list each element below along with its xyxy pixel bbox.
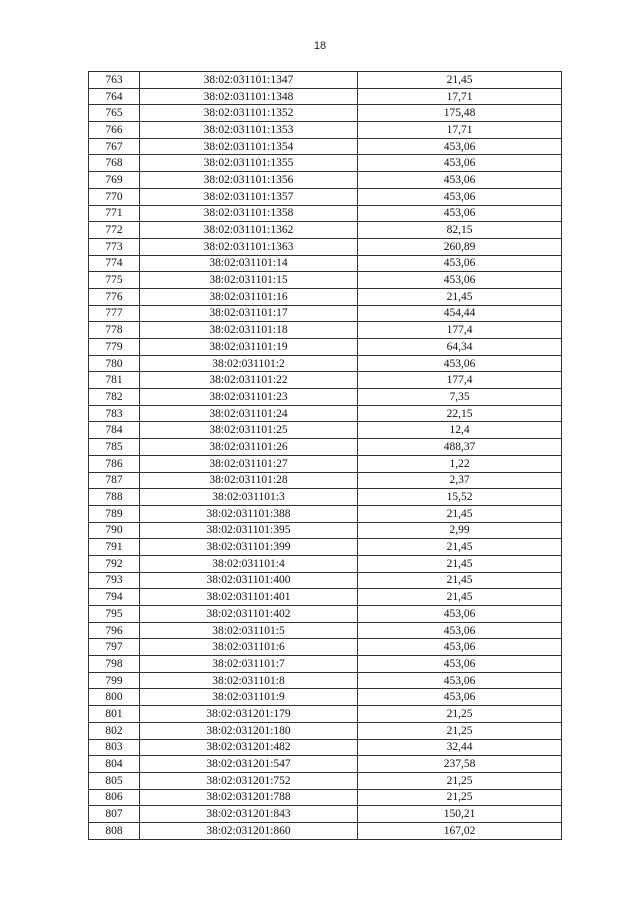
area-cell: 32,44 (358, 739, 562, 756)
row-number-cell: 767 (89, 138, 140, 155)
row-number-cell: 791 (89, 539, 140, 556)
area-cell: 237,58 (358, 756, 562, 773)
row-number-cell: 776 (89, 288, 140, 305)
area-cell: 7,35 (358, 389, 562, 406)
table-row (89, 305, 562, 322)
area-cell: 21,25 (358, 722, 562, 739)
table-row (89, 322, 562, 339)
cadastral-number-cell: 38:02:031101:395 (140, 522, 358, 539)
table-row (89, 372, 562, 389)
table-row (89, 288, 562, 305)
table-row (89, 355, 562, 372)
cadastral-number-cell: 38:02:031101:25 (140, 422, 358, 439)
cadastral-number-cell: 38:02:031101:23 (140, 389, 358, 406)
cadastral-number-cell: 38:02:031101:1357 (140, 188, 358, 205)
cadastral-number-cell: 38:02:031101:16 (140, 288, 358, 305)
area-cell: 2,99 (358, 522, 562, 539)
row-number-cell: 803 (89, 739, 140, 756)
table-row (89, 72, 562, 89)
row-number-cell: 805 (89, 772, 140, 789)
area-cell: 260,89 (358, 238, 562, 255)
area-cell: 453,06 (358, 188, 562, 205)
row-number-cell: 780 (89, 355, 140, 372)
cadastral-number-cell: 38:02:031101:5 (140, 622, 358, 639)
table-row (89, 455, 562, 472)
area-cell: 21,45 (358, 589, 562, 606)
row-number-cell: 763 (89, 72, 140, 89)
area-cell: 177,4 (358, 372, 562, 389)
area-cell: 453,06 (358, 255, 562, 272)
area-cell: 21,45 (358, 572, 562, 589)
cadastral-number-cell: 38:02:031101:15 (140, 272, 358, 289)
row-number-cell: 792 (89, 555, 140, 572)
cadastral-number-cell: 38:02:031101:1362 (140, 222, 358, 239)
cadastral-number-cell: 38:02:031201:482 (140, 739, 358, 756)
area-cell: 453,06 (358, 138, 562, 155)
area-cell: 453,06 (358, 205, 562, 222)
table-row (89, 138, 562, 155)
area-cell: 17,71 (358, 88, 562, 105)
cadastral-number-cell: 38:02:031101:27 (140, 455, 358, 472)
table-row (89, 272, 562, 289)
area-cell: 12,4 (358, 422, 562, 439)
table-row (89, 172, 562, 189)
page-number: 18 (313, 40, 327, 52)
table-row (89, 422, 562, 439)
area-cell: 453,06 (358, 606, 562, 623)
cadastral-number-cell: 38:02:031101:18 (140, 322, 358, 339)
row-number-cell: 808 (89, 822, 140, 839)
registry-table-body (89, 72, 562, 840)
cadastral-number-cell: 38:02:031101:401 (140, 589, 358, 606)
table-row (89, 706, 562, 723)
row-number-cell: 795 (89, 606, 140, 623)
table-row (89, 739, 562, 756)
cadastral-number-cell: 38:02:031101:399 (140, 539, 358, 556)
row-number-cell: 800 (89, 689, 140, 706)
cadastral-number-cell: 38:02:031101:6 (140, 639, 358, 656)
area-cell: 453,06 (358, 172, 562, 189)
row-number-cell: 790 (89, 522, 140, 539)
area-cell: 488,37 (358, 439, 562, 456)
row-number-cell: 787 (89, 472, 140, 489)
table-row (89, 88, 562, 105)
row-number-cell: 772 (89, 222, 140, 239)
table-row (89, 472, 562, 489)
cadastral-number-cell: 38:02:031101:1347 (140, 72, 358, 89)
table-row (89, 505, 562, 522)
area-cell: 1,22 (358, 455, 562, 472)
table-row (89, 622, 562, 639)
cadastral-number-cell: 38:02:031101:26 (140, 439, 358, 456)
row-number-cell: 764 (89, 88, 140, 105)
cadastral-number-cell: 38:02:031101:1358 (140, 205, 358, 222)
cadastral-number-cell: 38:02:031101:1355 (140, 155, 358, 172)
cadastral-number-cell: 38:02:031101:388 (140, 505, 358, 522)
row-number-cell: 774 (89, 255, 140, 272)
row-number-cell: 785 (89, 439, 140, 456)
row-number-cell: 784 (89, 422, 140, 439)
table-row (89, 255, 562, 272)
table-row (89, 205, 562, 222)
table-row (89, 772, 562, 789)
table-row (89, 806, 562, 823)
row-number-cell: 799 (89, 672, 140, 689)
area-cell: 167,02 (358, 822, 562, 839)
table-row (89, 539, 562, 556)
area-cell: 21,25 (358, 789, 562, 806)
area-cell: 21,25 (358, 706, 562, 723)
row-number-cell: 770 (89, 188, 140, 205)
row-number-cell: 782 (89, 389, 140, 406)
area-cell: 22,15 (358, 405, 562, 422)
cadastral-number-cell: 38:02:031201:860 (140, 822, 358, 839)
area-cell: 21,45 (358, 72, 562, 89)
row-number-cell: 793 (89, 572, 140, 589)
cadastral-number-cell: 38:02:031101:1353 (140, 122, 358, 139)
row-number-cell: 789 (89, 505, 140, 522)
table-row (89, 222, 562, 239)
cadastral-number-cell: 38:02:031201:547 (140, 756, 358, 773)
cadastral-number-cell: 38:02:031101:3 (140, 489, 358, 506)
cadastral-number-cell: 38:02:031101:22 (140, 372, 358, 389)
table-row (89, 405, 562, 422)
cadastral-number-cell: 38:02:031101:4 (140, 555, 358, 572)
table-row (89, 489, 562, 506)
row-number-cell: 798 (89, 656, 140, 673)
row-number-cell: 796 (89, 622, 140, 639)
area-cell: 150,21 (358, 806, 562, 823)
row-number-cell: 783 (89, 405, 140, 422)
row-number-cell: 779 (89, 339, 140, 356)
row-number-cell: 778 (89, 322, 140, 339)
cadastral-number-cell: 38:02:031201:843 (140, 806, 358, 823)
row-number-cell: 802 (89, 722, 140, 739)
cadastral-number-cell: 38:02:031101:1356 (140, 172, 358, 189)
table-row (89, 639, 562, 656)
cadastral-number-cell: 38:02:031101:2 (140, 355, 358, 372)
area-cell: 177,4 (358, 322, 562, 339)
row-number-cell: 804 (89, 756, 140, 773)
cadastral-number-cell: 38:02:031101:1352 (140, 105, 358, 122)
area-cell: 82,15 (358, 222, 562, 239)
table-row (89, 555, 562, 572)
row-number-cell: 777 (89, 305, 140, 322)
table-row (89, 105, 562, 122)
table-row (89, 389, 562, 406)
cadastral-number-cell: 38:02:031101:14 (140, 255, 358, 272)
row-number-cell: 807 (89, 806, 140, 823)
row-number-cell: 806 (89, 789, 140, 806)
registry-table (88, 71, 562, 840)
row-number-cell: 801 (89, 706, 140, 723)
table-row (89, 572, 562, 589)
cadastral-number-cell: 38:02:031101:28 (140, 472, 358, 489)
area-cell: 21,45 (358, 505, 562, 522)
row-number-cell: 765 (89, 105, 140, 122)
area-cell: 453,06 (358, 272, 562, 289)
row-number-cell: 768 (89, 155, 140, 172)
area-cell: 453,06 (358, 689, 562, 706)
cadastral-number-cell: 38:02:031101:1363 (140, 238, 358, 255)
area-cell: 21,45 (358, 539, 562, 556)
cadastral-number-cell: 38:02:031101:7 (140, 656, 358, 673)
cadastral-number-cell: 38:02:031101:1348 (140, 88, 358, 105)
area-cell: 453,06 (358, 355, 562, 372)
area-cell: 2,37 (358, 472, 562, 489)
cadastral-number-cell: 38:02:031101:19 (140, 339, 358, 356)
table-row (89, 188, 562, 205)
table-row (89, 756, 562, 773)
area-cell: 454,44 (358, 305, 562, 322)
cadastral-number-cell: 38:02:031101:8 (140, 672, 358, 689)
table-row (89, 522, 562, 539)
area-cell: 64,34 (358, 339, 562, 356)
row-number-cell: 766 (89, 122, 140, 139)
row-number-cell: 773 (89, 238, 140, 255)
area-cell: 453,06 (358, 622, 562, 639)
cadastral-number-cell: 38:02:031101:402 (140, 606, 358, 623)
area-cell: 21,25 (358, 772, 562, 789)
row-number-cell: 788 (89, 489, 140, 506)
cadastral-number-cell: 38:02:031101:1354 (140, 138, 358, 155)
cadastral-number-cell: 38:02:031201:180 (140, 722, 358, 739)
table-row (89, 789, 562, 806)
row-number-cell: 781 (89, 372, 140, 389)
table-row (89, 339, 562, 356)
row-number-cell: 769 (89, 172, 140, 189)
row-number-cell: 786 (89, 455, 140, 472)
cadastral-number-cell: 38:02:031101:24 (140, 405, 358, 422)
area-cell: 453,06 (358, 639, 562, 656)
area-cell: 453,06 (358, 672, 562, 689)
area-cell: 453,06 (358, 155, 562, 172)
area-cell: 17,71 (358, 122, 562, 139)
row-number-cell: 771 (89, 205, 140, 222)
table-row (89, 722, 562, 739)
table-row (89, 689, 562, 706)
cadastral-number-cell: 38:02:031201:788 (140, 789, 358, 806)
table-row (89, 672, 562, 689)
table-row (89, 238, 562, 255)
area-cell: 21,45 (358, 555, 562, 572)
row-number-cell: 794 (89, 589, 140, 606)
row-number-cell: 775 (89, 272, 140, 289)
area-cell: 15,52 (358, 489, 562, 506)
cadastral-number-cell: 38:02:031101:400 (140, 572, 358, 589)
row-number-cell: 797 (89, 639, 140, 656)
area-cell: 453,06 (358, 656, 562, 673)
table-row (89, 656, 562, 673)
table-row (89, 155, 562, 172)
cadastral-number-cell: 38:02:031101:9 (140, 689, 358, 706)
table-row (89, 122, 562, 139)
table-row (89, 606, 562, 623)
cadastral-number-cell: 38:02:031201:179 (140, 706, 358, 723)
table-row (89, 589, 562, 606)
cadastral-number-cell: 38:02:031201:752 (140, 772, 358, 789)
table-row (89, 822, 562, 839)
cadastral-number-cell: 38:02:031101:17 (140, 305, 358, 322)
area-cell: 175,48 (358, 105, 562, 122)
table-row (89, 439, 562, 456)
area-cell: 21,45 (358, 288, 562, 305)
